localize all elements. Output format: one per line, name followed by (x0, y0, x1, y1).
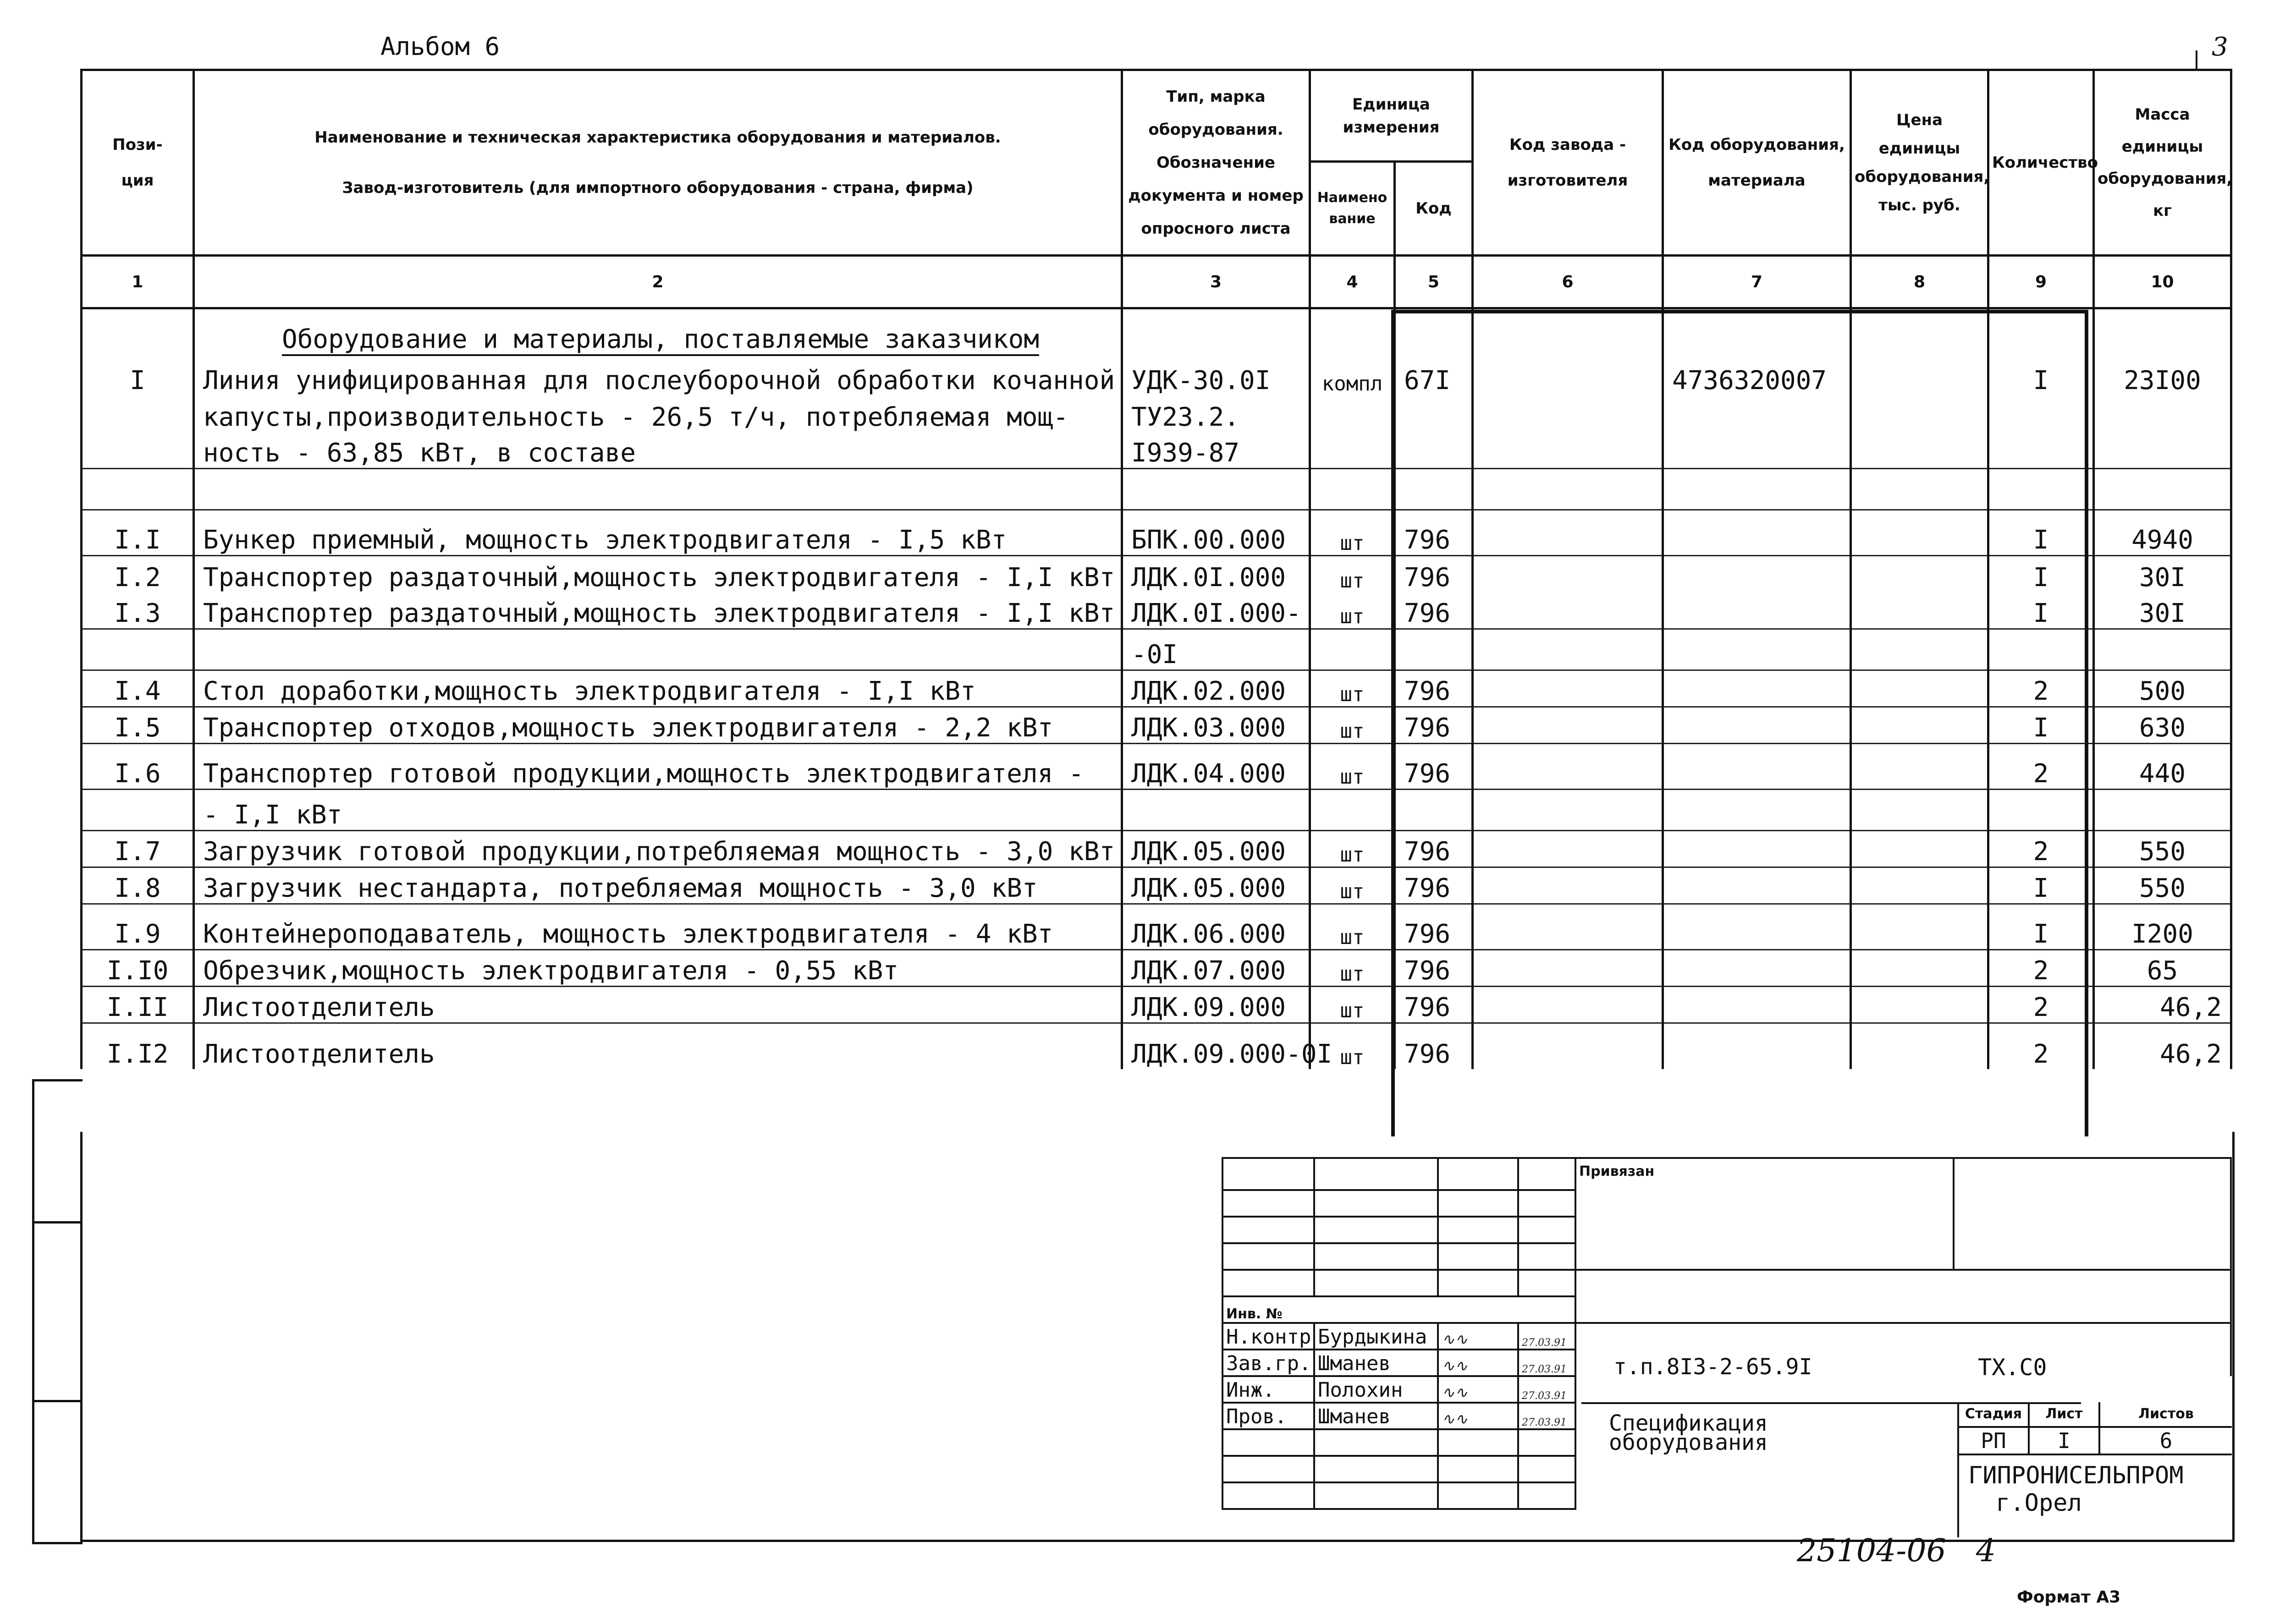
plant-code-cell (1473, 670, 1663, 707)
archive-number (1797, 1533, 1996, 1569)
position-cell: I.I2 (82, 1023, 194, 1069)
name-cell: капусты,производительность - 26,5 т/ч, потребляемая мощ- (194, 395, 1122, 432)
staff-role: Инж. (1222, 1376, 1314, 1403)
mass-cell: 46,2 (2094, 987, 2231, 1023)
mass-cell (2094, 469, 2231, 510)
equipment-code-cell (1663, 469, 1851, 510)
header-quantity: Количество (1988, 70, 2094, 256)
section-row (82, 308, 2231, 354)
quantity-cell: 2 (1988, 744, 2094, 790)
position-cell (82, 790, 194, 831)
type-cell (1122, 790, 1310, 831)
staff-date: 27.03.91 (1518, 1350, 1575, 1376)
type-cell: -0I (1122, 629, 1310, 670)
position-cell: I.II (82, 987, 194, 1023)
table-row (82, 670, 2231, 707)
name-cell: Бункер приемный, мощность электродвигателя - I,5 кВт (194, 510, 1122, 556)
price-cell (1851, 629, 1988, 670)
equipment-code-cell (1663, 831, 1851, 867)
name-cell: Загрузчик нестандарта, потребляемая мощность - 3,0 кВт (194, 867, 1122, 904)
price-cell (1851, 744, 1988, 790)
staff-name: Полохин (1314, 1376, 1438, 1403)
quantity-cell: I (1988, 354, 2094, 395)
header-unit: Единица измерения (1310, 70, 1473, 162)
quantity-cell: 2 (1988, 670, 2094, 707)
quantity-cell: 2 (1988, 831, 2094, 867)
table-row (82, 987, 2231, 1023)
archive-number-text: 25104-06 (1797, 1533, 1946, 1569)
col-num: 3 (1122, 256, 1310, 308)
type-cell: ЛДК.09.000-0I (1122, 1023, 1310, 1069)
header-unit-code: Код (1395, 162, 1473, 256)
position-cell (82, 395, 194, 432)
price-cell (1851, 432, 1988, 469)
equipment-code-cell (1663, 904, 1851, 950)
staff-role: Пров. (1222, 1403, 1314, 1429)
equipment-code-cell (1663, 987, 1851, 1023)
staff-row (1222, 1323, 2231, 1350)
staff-signature: ∿∿ (1438, 1376, 1518, 1403)
unit-code-cell: 796 (1395, 593, 1473, 629)
unit-name-cell: шт (1310, 556, 1395, 593)
price-cell (1851, 510, 1988, 556)
plant-code-cell (1473, 707, 1663, 744)
table-row (82, 395, 2231, 432)
format-label: Формат А3 (2017, 1588, 2121, 1607)
equipment-code-cell (1663, 629, 1851, 670)
type-cell: ЛДК.03.000 (1122, 707, 1310, 744)
plant-code-cell (1473, 950, 1663, 987)
name-cell: Листоотделитель (194, 1023, 1122, 1069)
price-cell (1851, 593, 1988, 629)
sheet-label: Лист (2030, 1402, 2100, 1426)
staff-name: Шманев (1314, 1403, 1438, 1429)
unit-code-cell: 796 (1395, 510, 1473, 556)
name-cell (194, 629, 1122, 670)
unit-name-cell (1310, 790, 1395, 831)
quantity-cell: I (1988, 556, 2094, 593)
price-cell (1851, 904, 1988, 950)
table-row (82, 432, 2231, 469)
unit-name-cell: шт (1310, 670, 1395, 707)
col-num: 6 (1473, 256, 1663, 308)
section-title (194, 308, 1122, 354)
table-row (82, 950, 2231, 987)
type-cell: ТУ23.2. (1122, 395, 1310, 432)
col-num: 8 (1851, 256, 1988, 308)
quantity-cell (1988, 395, 2094, 432)
header-position: Пози- ция (82, 70, 194, 256)
price-cell (1851, 867, 1988, 904)
name-cell: Транспортер готовой продукции,мощность электродвигателя - (194, 744, 1122, 790)
mass-cell: 500 (2094, 670, 2231, 707)
plant-code-cell (1473, 987, 1663, 1023)
name-cell: - I,I кВт (194, 790, 1122, 831)
position-cell (82, 432, 194, 469)
equipment-code-cell (1663, 432, 1851, 469)
type-cell: I939-87 (1122, 432, 1310, 469)
quantity-cell (1988, 469, 2094, 510)
header-type: Тип, марка оборудования. Обозначение документа и номер опросного листа (1122, 70, 1310, 256)
equipment-code-cell: 4736320007 (1663, 354, 1851, 395)
table-row (82, 790, 2231, 831)
name-cell: Транспортер раздаточный,мощность электродвигателя - I,I кВт (194, 556, 1122, 593)
quantity-cell: 2 (1988, 987, 2094, 1023)
table-row (82, 744, 2231, 790)
sheet-mark (2196, 50, 2197, 69)
staff-row (1222, 1376, 2231, 1403)
project-code: т.п.8I3-2-65.9I (1613, 1354, 1812, 1380)
col-num: 9 (1988, 256, 2094, 308)
price-cell (1851, 987, 1988, 1023)
plant-code-cell (1473, 432, 1663, 469)
unit-name-cell: шт (1310, 707, 1395, 744)
unit-code-cell: 796 (1395, 1023, 1473, 1069)
unit-name-cell (1310, 395, 1395, 432)
unit-code-cell: 796 (1395, 707, 1473, 744)
staff-name: Шманев (1314, 1350, 1438, 1376)
quantity-cell: I (1988, 867, 2094, 904)
sheet-number: 3 (2212, 32, 2228, 62)
mass-cell: 630 (2094, 707, 2231, 744)
unit-code-cell: 796 (1395, 867, 1473, 904)
unit-code-cell: 796 (1395, 831, 1473, 867)
table-row (82, 629, 2231, 670)
type-cell: УДК-30.0I (1122, 354, 1310, 395)
equipment-code-cell (1663, 395, 1851, 432)
unit-code-cell: 796 (1395, 744, 1473, 790)
header-equipment-code: Код оборудования, материала (1663, 70, 1851, 256)
header-plant-code: Код завода - изготовителя (1473, 70, 1663, 256)
name-cell: Стол доработки,мощность электродвигателя - I,I кВт (194, 670, 1122, 707)
quantity-cell (1988, 432, 2094, 469)
unit-name-cell: шт (1310, 904, 1395, 950)
grouping-frame-top (1391, 310, 2088, 313)
header-name-line2: Завод-изготовитель (для импортного оборудования - страна, фирма) (342, 179, 974, 197)
album-label: Альбом 6 (380, 32, 500, 61)
quantity-cell: 2 (1988, 1023, 2094, 1069)
plant-code-cell (1473, 556, 1663, 593)
position-cell: I.I (82, 510, 194, 556)
name-cell: Контейнероподаватель, мощность электродвигателя - 4 кВт (194, 904, 1122, 950)
mass-cell: 30I (2094, 556, 2231, 593)
city: г.Орел (1996, 1489, 2082, 1517)
type-cell: ЛДК.0I.000- (1122, 593, 1310, 629)
price-cell (1851, 395, 1988, 432)
equipment-code-cell (1663, 707, 1851, 744)
type-cell: БПК.00.000 (1122, 510, 1310, 556)
stage-block (1957, 1402, 2232, 1537)
type-cell: ЛДК.04.000 (1122, 744, 1310, 790)
unit-name-cell: шт (1310, 510, 1395, 556)
plant-code-cell (1473, 904, 1663, 950)
unit-code-cell (1395, 790, 1473, 831)
mass-cell (2094, 395, 2231, 432)
name-cell: Листоотделитель (194, 987, 1122, 1023)
stage-label: Стадия (1959, 1402, 2030, 1426)
staff-signature: ∿∿ (1438, 1403, 1518, 1429)
price-cell (1851, 556, 1988, 593)
equipment-code-cell (1663, 744, 1851, 790)
mass-cell: 4940 (2094, 510, 2231, 556)
table-row (82, 707, 2231, 744)
unit-code-cell (1395, 395, 1473, 432)
type-cell: ЛДК.06.000 (1122, 904, 1310, 950)
col-num: 2 (194, 256, 1122, 308)
header-name-line1: Наименование и техническая характеристика оборудования и материалов. (314, 128, 1001, 147)
sheets-value: 6 (2159, 1428, 2173, 1453)
staff-date: 27.03.91 (1518, 1403, 1575, 1429)
mass-cell (2094, 629, 2231, 670)
left-margin-stamp (32, 1079, 83, 1544)
unit-name-cell: шт (1310, 744, 1395, 790)
equipment-code-cell (1663, 867, 1851, 904)
unit-code-cell: 67I (1395, 354, 1473, 395)
inv-label: Инв. № (1222, 1296, 1575, 1323)
unit-name-cell: шт (1310, 867, 1395, 904)
column-number-row (82, 256, 2231, 308)
col-num: 5 (1395, 256, 1473, 308)
name-cell: Загрузчик готовой продукции,потребляемая мощность - 3,0 кВт (194, 831, 1122, 867)
quantity-cell: I (1988, 707, 2094, 744)
type-cell: ЛДК.05.000 (1122, 831, 1310, 867)
plant-code-cell (1473, 510, 1663, 556)
name-cell: Транспортер раздаточный,мощность электродвигателя - I,I кВт (194, 593, 1122, 629)
mass-cell (2094, 432, 2231, 469)
price-cell (1851, 831, 1988, 867)
unit-code-cell: 796 (1395, 556, 1473, 593)
plant-code-cell (1473, 354, 1663, 395)
doc-mark: ТХ.С0 (1978, 1354, 2047, 1381)
name-cell: ность - 63,85 кВт, в составе (194, 432, 1122, 469)
equipment-code-cell (1663, 950, 1851, 987)
sheet-value: I (2030, 1428, 2100, 1454)
table-row (82, 510, 2231, 556)
type-cell: ЛДК.0I.000 (1122, 556, 1310, 593)
position-cell: I.8 (82, 867, 194, 904)
header-price: Цена единицы оборудования, тыс. руб. (1851, 70, 1988, 256)
header-unit-name: Наименование (1310, 162, 1395, 256)
plant-code-cell (1473, 831, 1663, 867)
staff-signature: ∿∿ (1438, 1323, 1518, 1350)
name-cell: Обрезчик,мощность электродвигателя - 0,55 кВт (194, 950, 1122, 987)
plant-code-cell (1473, 395, 1663, 432)
staff-name: Бурдыкина (1314, 1323, 1438, 1350)
table-row (82, 593, 2231, 629)
unit-code-cell: 796 (1395, 987, 1473, 1023)
margin-divider (32, 1400, 80, 1402)
name-cell: Транспортер отходов,мощность электродвигателя - 2,2 кВт (194, 707, 1122, 744)
table-row (82, 556, 2231, 593)
position-cell: I.3 (82, 593, 194, 629)
position-cell: I.4 (82, 670, 194, 707)
staff-date: 27.03.91 (1518, 1323, 1575, 1350)
name-cell (194, 469, 1122, 510)
position-cell: I.5 (82, 707, 194, 744)
bound-label: Привязан (1575, 1158, 1954, 1270)
type-cell: ЛДК.05.000 (1122, 867, 1310, 904)
header-mass: Масса единицы оборудования, кг (2094, 70, 2231, 256)
position-cell: I.9 (82, 904, 194, 950)
plant-code-cell (1473, 790, 1663, 831)
unit-code-cell: 796 (1395, 670, 1473, 707)
staff-date: 27.03.91 (1518, 1376, 1575, 1403)
col-num: 10 (2094, 256, 2231, 308)
mass-cell: 550 (2094, 831, 2231, 867)
equipment-code-cell (1663, 556, 1851, 593)
unit-name-cell: шт (1310, 831, 1395, 867)
unit-name-cell: шт (1310, 1023, 1395, 1069)
unit-name-cell: компл (1310, 354, 1395, 395)
position-cell: I.2 (82, 556, 194, 593)
quantity-cell: I (1988, 510, 2094, 556)
margin-divider (32, 1221, 80, 1223)
unit-code-cell (1395, 629, 1473, 670)
type-cell (1122, 469, 1310, 510)
mass-cell: 23I00 (2094, 354, 2231, 395)
sheets-label: Листов (2138, 1406, 2194, 1422)
archive-suffix: 4 (1976, 1533, 1996, 1569)
organization: ГИПРОНИСЕЛЬПРОМ (1968, 1462, 2184, 1489)
plant-code-cell (1473, 629, 1663, 670)
type-cell: ЛДК.09.000 (1122, 987, 1310, 1023)
table-row (82, 469, 2231, 510)
table-row (82, 831, 2231, 867)
col-num: 7 (1663, 256, 1851, 308)
plant-code-cell (1473, 867, 1663, 904)
table-row (82, 904, 2231, 950)
equipment-code-cell (1663, 1023, 1851, 1069)
unit-name-cell: шт (1310, 987, 1395, 1023)
table-row (82, 867, 2231, 904)
equipment-code-cell (1663, 790, 1851, 831)
mass-cell: 550 (2094, 867, 2231, 904)
equipment-code-cell (1663, 670, 1851, 707)
mass-cell: 30I (2094, 593, 2231, 629)
table-row (82, 354, 2231, 395)
mass-cell (2094, 790, 2231, 831)
mass-cell: I200 (2094, 904, 2231, 950)
plant-code-cell (1473, 593, 1663, 629)
price-cell (1851, 707, 1988, 744)
unit-name-cell (1310, 469, 1395, 510)
unit-code-cell: 796 (1395, 904, 1473, 950)
doc-title: Спецификация оборудования (1609, 1410, 1768, 1455)
section-title-text: Оборудование и материалы, поставляемые заказчиком (282, 324, 1039, 356)
unit-name-cell: шт (1310, 950, 1395, 987)
specification-table (80, 69, 2232, 1069)
table-row (82, 1023, 2231, 1069)
unit-name-cell (1310, 432, 1395, 469)
position-cell (82, 629, 194, 670)
stage-value: РП (1959, 1428, 2030, 1454)
name-cell: Линия унифицированная для послеуборочной обработки кочанной (194, 354, 1122, 395)
unit-code-cell (1395, 469, 1473, 510)
price-cell (1851, 790, 1988, 831)
position-cell (82, 469, 194, 510)
unit-code-cell: 796 (1395, 950, 1473, 987)
mass-cell: 46,2 (2094, 1023, 2231, 1069)
mass-cell: 65 (2094, 950, 2231, 987)
staff-role: Зав.гр. (1222, 1350, 1314, 1376)
quantity-cell (1988, 629, 2094, 670)
col-num: 1 (82, 256, 194, 308)
mass-cell: 440 (2094, 744, 2231, 790)
unit-name-cell: шт (1310, 593, 1395, 629)
equipment-code-cell (1663, 510, 1851, 556)
plant-code-cell (1473, 744, 1663, 790)
quantity-cell (1988, 790, 2094, 831)
position-cell: I.7 (82, 831, 194, 867)
type-cell: ЛДК.02.000 (1122, 670, 1310, 707)
price-cell (1851, 1023, 1988, 1069)
price-cell (1851, 950, 1988, 987)
quantity-cell: I (1988, 904, 2094, 950)
unit-code-cell (1395, 432, 1473, 469)
type-cell: ЛДК.07.000 (1122, 950, 1310, 987)
price-cell (1851, 469, 1988, 510)
plant-code-cell (1473, 469, 1663, 510)
price-cell (1851, 670, 1988, 707)
quantity-cell: 2 (1988, 950, 2094, 987)
unit-name-cell (1310, 629, 1395, 670)
plant-code-cell (1473, 1023, 1663, 1069)
header-name (194, 70, 1122, 256)
col-num: 4 (1310, 256, 1395, 308)
position-cell: I.6 (82, 744, 194, 790)
staff-role: Н.контр (1222, 1323, 1314, 1350)
equipment-code-cell (1663, 593, 1851, 629)
position-cell: I.I0 (82, 950, 194, 987)
grouping-frame-right (2085, 312, 2088, 1136)
grouping-frame-left (1391, 312, 1395, 1136)
position-cell: I (82, 354, 194, 395)
price-cell (1851, 354, 1988, 395)
staff-signature: ∿∿ (1438, 1350, 1518, 1376)
quantity-cell: I (1988, 593, 2094, 629)
